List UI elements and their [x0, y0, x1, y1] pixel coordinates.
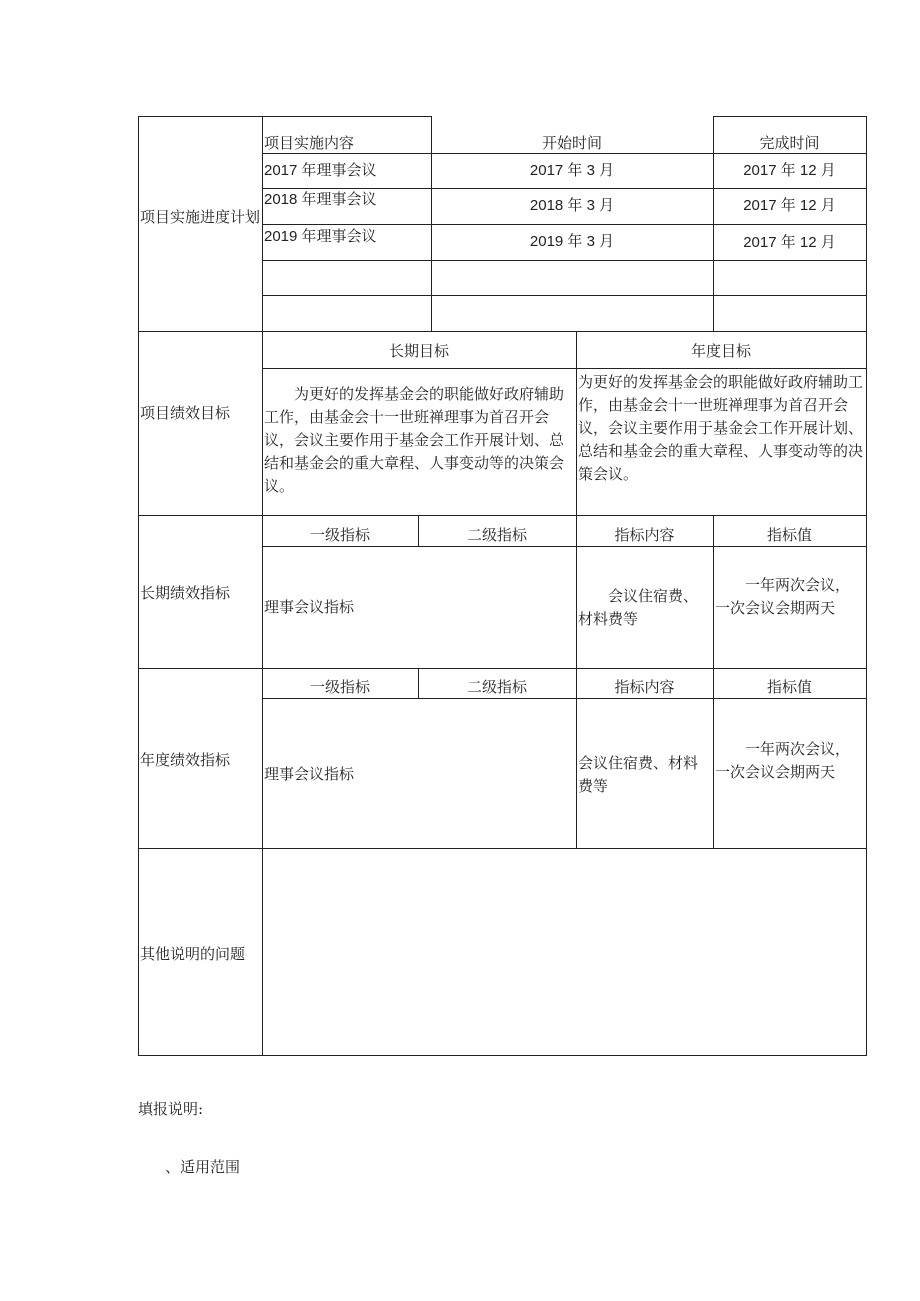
header-level2: 二级指标 [466, 678, 527, 696]
header-level2: 二级指标 [466, 526, 527, 544]
header-end-time: 完成时间 [759, 134, 820, 152]
indicator-name: 理事会议指标 [264, 598, 355, 616]
header-start-time: 开始时间 [541, 134, 602, 152]
indicator-value: 一年两次会议，一次会议会期两天 [715, 576, 851, 617]
indicator-value: 一年两次会议，一次会议会期两天 [715, 740, 851, 781]
row-end: 2017 年 12 月 [743, 162, 836, 179]
annual-indicators-label: 年度绩效指标 [140, 751, 231, 769]
row-content: 2017 年理事会议 [264, 162, 377, 179]
row-content: 2018 年理事会议 [264, 191, 377, 208]
row-end: 2017 年 12 月 [743, 234, 836, 251]
header-indicator-value: 指标值 [766, 678, 812, 696]
long-term-goal-text: 为更好的发挥基金会的职能做好政府辅助工作，由基金会十一世班禅理事为首召开会议，会议主要作用于基金会工作开展计划、总结和基金会的重大章程、人事变动等的决策会议。 [264, 385, 565, 495]
header-content: 项目实施内容 [264, 134, 355, 152]
indicator-name: 理事会议指标 [264, 765, 355, 783]
header-indicator-content: 指标内容 [614, 678, 675, 696]
row-end: 2017 年 12 月 [743, 197, 836, 214]
long-term-goal-header: 长期目标 [388, 342, 449, 360]
notes-item-scope: 、适用范围 [165, 1158, 241, 1176]
annual-goal-header: 年度目标 [690, 342, 751, 360]
notes-title: 填报说明: [138, 1100, 204, 1118]
other-section-label: 其他说明的问题 [140, 945, 246, 963]
row-start: 2019 年 3 月 [529, 233, 615, 250]
row-start: 2018 年 3 月 [529, 197, 615, 214]
row-start: 2017 年 3 月 [529, 162, 615, 179]
header-indicator-content: 指标内容 [614, 526, 675, 544]
annual-goal-text: 为更好的发挥基金会的职能做好政府辅助工作，由基金会十一世班禅理事为首召开会议，会议主要作用于基金会工作开展计划、总结和基金会的重大章程、人事变动等的决策会议。 [578, 373, 864, 483]
indicator-content: 会议住宿费、材料费等 [578, 754, 699, 795]
row-content: 2019 年理事会议 [264, 228, 377, 245]
header-level1: 一级指标 [309, 678, 370, 696]
header-level1: 一级指标 [309, 526, 370, 544]
indicator-content: 会议住宿费、材料费等 [578, 587, 699, 628]
goals-section-label: 项目绩效目标 [140, 404, 231, 422]
long-term-indicators-label: 长期绩效指标 [140, 584, 231, 602]
header-indicator-value: 指标值 [766, 526, 812, 544]
schedule-section-label: 项目实施进度计划 [140, 208, 261, 226]
